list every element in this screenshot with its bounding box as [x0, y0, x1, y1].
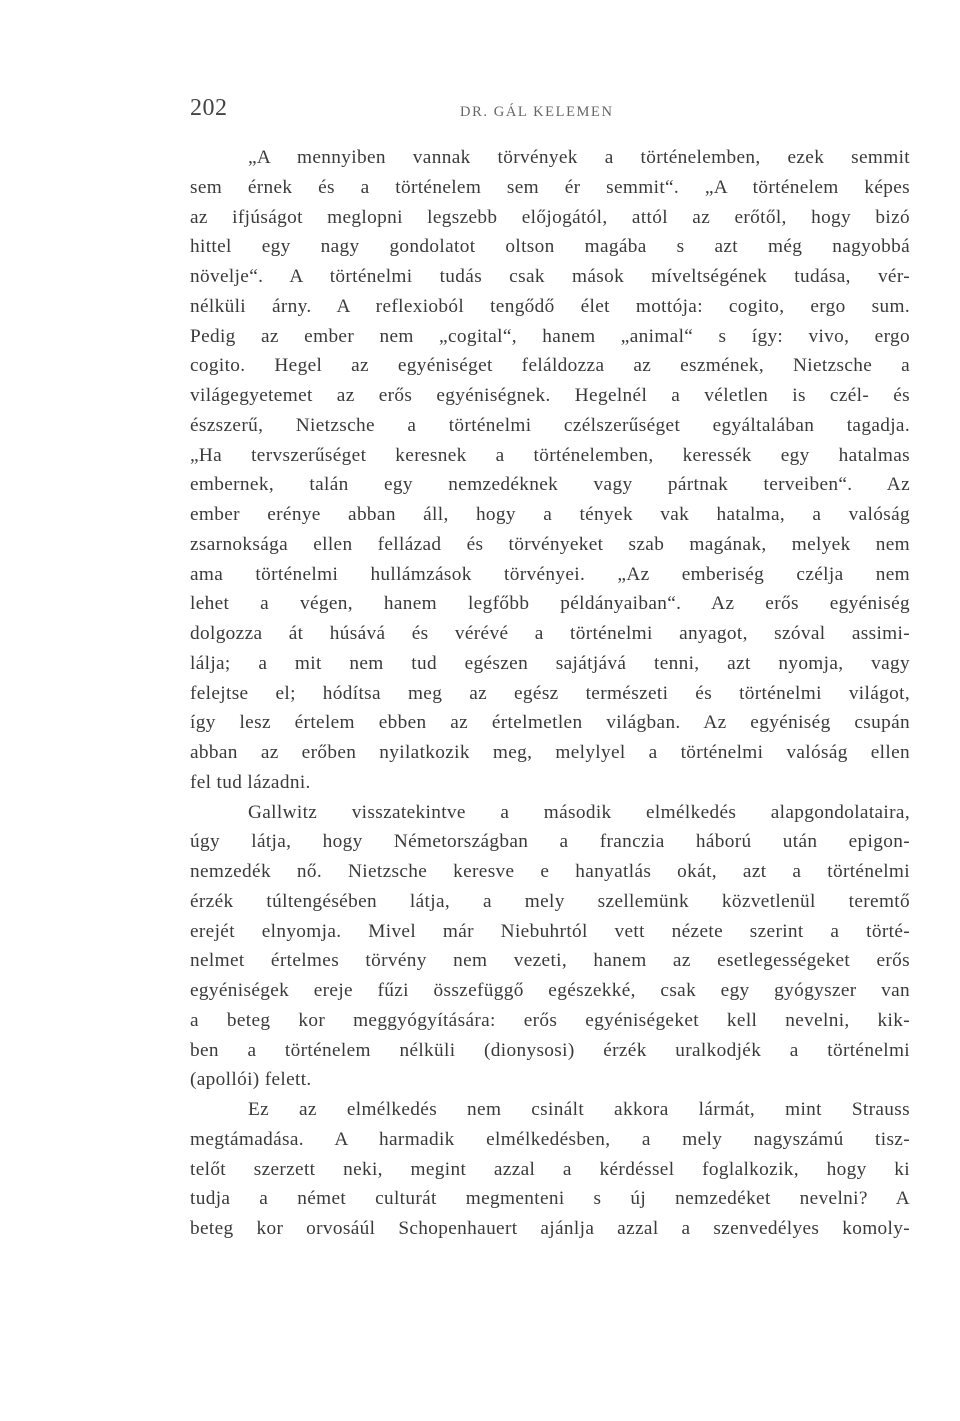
text-line: (apollói) felett. — [190, 1069, 312, 1091]
text-line: abban az erőben nyilatkozik meg, melylyel a történelmi valóság ellen — [190, 742, 910, 763]
text-line: embernek, talán egy nemzedéknek vagy pártnak terveiben“. Az — [190, 474, 910, 496]
text-line: fel tud lázadni. — [190, 771, 311, 793]
text-line: észszerű, Nietzsche a történelmi czélszerűséget egyáltalában tagadja. — [190, 414, 910, 436]
text-line: nelmet értelmes törvény nem vezeti, hanem az esetlegességeket erős — [190, 950, 910, 972]
text-line: érzék túltengésében látja, a mely szellemünk közvetlenül teremtő — [190, 890, 910, 912]
text-line: ama történelmi hullámzások törvényei. „Az emberiség czélja nem — [190, 563, 910, 585]
text-line: egyéniségek ereje fűzi összefüggő egészekké, csak egy gyógyszer van — [190, 980, 910, 1001]
text-line: beteg kor orvosáúl Schopenhauert ajánlja azzal a szenvedélyes komoly- — [190, 1218, 910, 1239]
text-line: nélküli árny. A reflexioból tengődő élet mottója: cogito, ergo sum. — [190, 295, 910, 317]
text-line: úgy látja, hogy Németországban a franczia háború után epigon- — [190, 831, 910, 853]
text-line: cogito. Hegel az egyéniséget feláldozza az eszmének, Nietzsche a — [190, 355, 910, 377]
text-line: „A mennyiben vannak törvények a történelemben, ezek semmit — [248, 147, 910, 168]
text-line: ben a történelem nélküli (dionysosi) érzék uralkodjék a történelmi — [190, 1039, 910, 1061]
page-number: 202 — [190, 95, 228, 121]
text-line: világegyetemet az erős egyéniségnek. Hegelnél a véletlen is czél- és — [190, 385, 910, 406]
text-line: felejtse el; hódítsa meg az egész természeti és történelmi világot, — [190, 682, 910, 704]
text-line: tudja a német culturát megmenteni s új nemzedéket nevelni? A — [190, 1188, 910, 1210]
text-line: a beteg kor meggyógyítására: erős egyéniségeket kell nevelni, kik- — [190, 1009, 910, 1031]
text-line: dolgozza át húsává és vérévé a történelmi anyagot, szóval assimi- — [190, 623, 910, 644]
text-line: sem érnek és a történelem sem ér semmit“. „A történelem képes — [190, 176, 910, 198]
text-line: Ez az elmélkedés nem csinált akkora lármát, mint Strauss — [248, 1099, 910, 1120]
body-text — [190, 143, 910, 1244]
text-line: zsarnoksága ellen fellázad és törvényeket szab magának, melyek nem — [190, 533, 910, 555]
text-line: hittel egy nagy gondolatot oltson magába s azt még nagyobbá — [190, 236, 910, 258]
text-line: ember erénye abban áll, hogy a tények vak hatalma, a valóság — [190, 504, 910, 525]
running-head: DR. GÁL KELEMEN — [460, 104, 614, 120]
text-line: Pedig az ember nem „cogital“, hanem „animal“ s így: vivo, ergo — [190, 325, 910, 347]
text-line: Gallwitz visszatekintve a második elmélkedés alapgondolataira, — [248, 801, 910, 823]
text-line: megtámadása. A harmadik elmélkedésben, a mely nagyszámú tisz- — [190, 1128, 910, 1150]
text-line: lálja; a mit nem tud egészen sajátjává tenni, azt nyomja, vagy — [190, 652, 910, 674]
text-line: növelje“. A történelmi tudás csak mások míveltségének tudása, vér- — [190, 266, 910, 287]
text-line: nemzedék nő. Nietzsche keresve e hanyatlás okát, azt a történelmi — [190, 861, 910, 882]
text-line: telőt szerzett neki, megint azzal a kérdéssel foglalkozik, hogy ki — [190, 1158, 910, 1180]
text-line: erejét elnyomja. Mivel már Niebuhrtól vett nézete szerint a törté- — [190, 920, 910, 942]
text-line: az ifjúságot meglopni legszebb előjogától, attól az erőtől, hogy bizó — [190, 206, 910, 228]
text-line: „Ha tervszerűséget keresnek a történelemben, keressék egy hatalmas — [190, 444, 910, 466]
text-line: lehet a végen, hanem legfőbb példányaiban“. Az erős egyéniség — [190, 593, 910, 615]
text-line: így lesz értelem ebben az értelmetlen világban. Az egyéniség csupán — [190, 712, 910, 734]
page-header — [190, 95, 865, 135]
